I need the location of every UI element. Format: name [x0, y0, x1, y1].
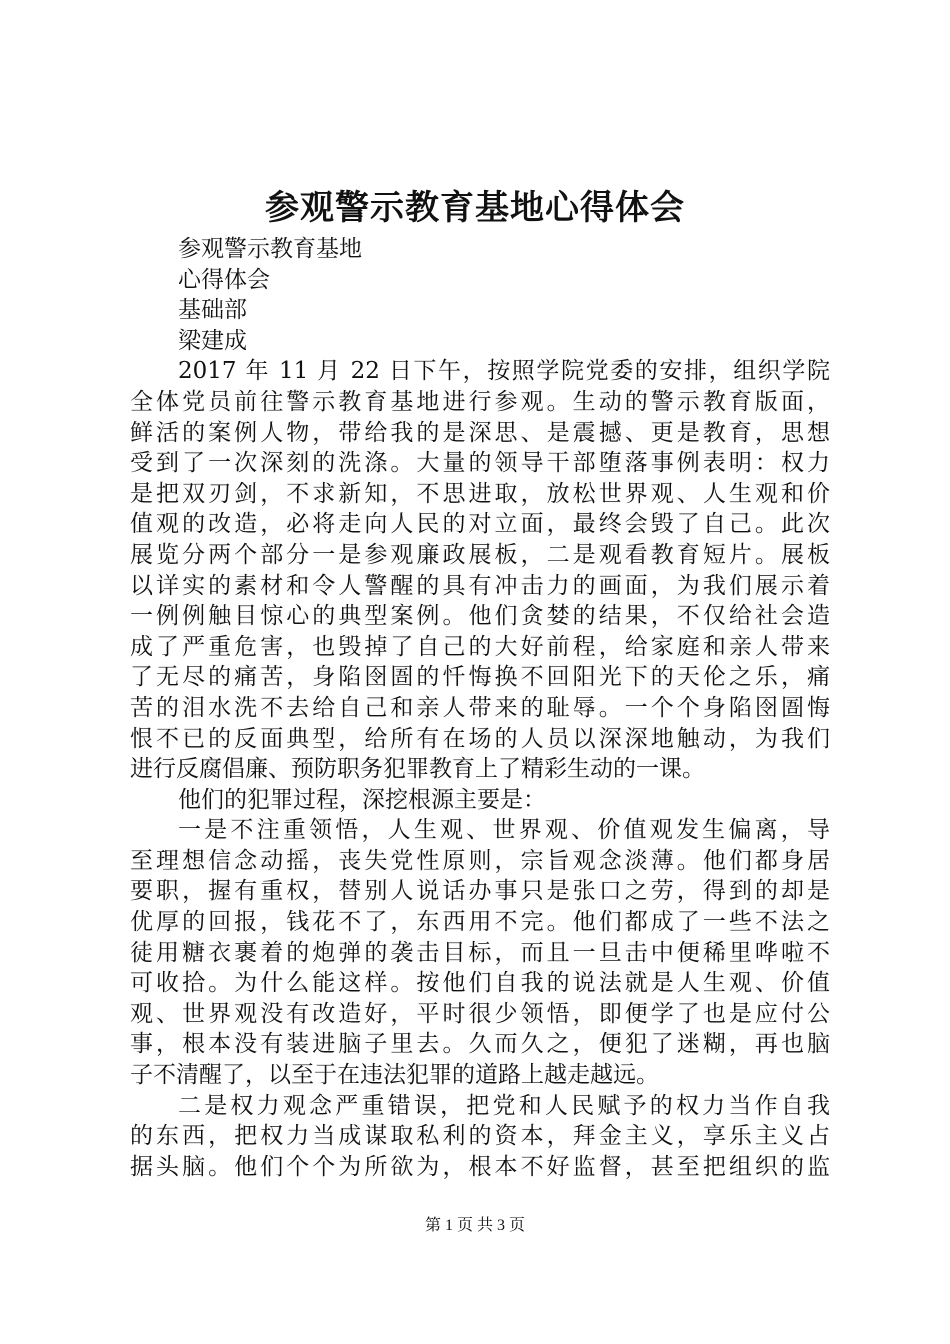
paragraph-2: [130, 785, 830, 816]
text-line: 全体党员前往警示教育基地进行参观。生动的警示教育版面，: [130, 388, 830, 415]
document-body: [130, 234, 830, 1182]
header-line: 参观警示教育基地: [178, 236, 362, 262]
text-line: 进行反腐倡廉、预防职务犯罪教育上了精彩生动的一课。: [130, 756, 705, 783]
text-line: 的东西，把权力当成谋取私利的资本，拜金主义，享乐主义占: [130, 1123, 830, 1150]
text-line: 要职，握有重权，替别人说话办事只是张口之劳，得到的却是: [130, 878, 830, 905]
text-line: 鲜活的案例人物，带给我的是深思、是震撼、更是教育，思想: [130, 419, 830, 446]
text-line: 值观的改造，必将走向人民的对立面，最终会毁了自己。此次: [130, 511, 830, 538]
text-line: 他们的犯罪过程，深挖根源主要是：: [178, 786, 546, 813]
text-line: 徒用糖衣裹着的炮弹的袭击目标，而且一旦击中便稀里哗啦不: [130, 939, 830, 966]
text-line: 受到了一次深刻的洗涤。大量的领导干部堕落事例表明：权力: [130, 450, 830, 477]
text-line: 恨不已的反面典型，给所有在场的人员以深深地触动，为我们: [130, 725, 830, 752]
text-line: 子不清醒了，以至于在违法犯罪的道路上越走越远。: [130, 1062, 659, 1089]
text-line: 一是不注重领悟，人生观、世界观、价值观发生偏离，导: [178, 817, 830, 844]
text-line: 一例例触目惊心的典型案例。他们贪婪的结果，不仅给社会造: [130, 603, 830, 630]
text-line: 了无尽的痛苦，身陷囹圄的忏悔换不回阳光下的天伦之乐，痛: [130, 664, 830, 691]
text-line: 成了严重危害，也毁掉了自己的大好前程，给家庭和亲人带来: [130, 633, 830, 660]
page-number-footer: 第 1 页 共 3 页: [424, 1217, 525, 1234]
text-line: 据头脑。他们个个为所欲为，根本不好监督，甚至把组织的监: [130, 1153, 830, 1180]
paragraph-1: [130, 356, 830, 784]
text-line: 苦的泪水洗不去给自己和亲人带来的耻辱。一个个身陷囹圄悔: [130, 694, 830, 721]
text-line: 观、世界观没有改造好，平时很少领悟，即便学了也是应付公: [130, 1000, 830, 1027]
text-line: 优厚的回报，钱花不了，东西用不完。他们都成了一些不法之: [130, 909, 830, 936]
text-line: 至理想信念动摇，丧失党性原则，宗旨观念淡薄。他们都身居: [130, 847, 830, 874]
document-title: 参观警示教育基地心得体会: [265, 188, 685, 228]
header-line: 基础部: [178, 297, 247, 324]
text-line: 是把双刃剑，不求新知，不思进取，放松世界观、人生观和价: [130, 480, 830, 507]
text-line: 可收拾。为什么能这样。按他们自我的说法就是人生观、价值: [130, 970, 830, 997]
text-line: 二是权力观念严重错误，把党和人民赋予的权力当作自我: [178, 1092, 830, 1119]
text-line: 事，根本没有装进脑子里去。久而久之，便犯了迷糊，再也脑: [130, 1031, 830, 1058]
paragraph-3: [130, 815, 830, 1090]
header-line: 梁建成: [178, 327, 247, 354]
text-line: 展览分两个部分一是参观廉政展板，二是观看教育短片。展板: [130, 541, 830, 568]
text-line: 以详实的素材和令人警醒的具有冲击力的画面，为我们展示着: [130, 572, 830, 599]
paragraph-4: [130, 1091, 830, 1183]
text-line: 2017 年 11 月 22 日下午，按照学院党委的安排，组织学院: [178, 358, 830, 385]
header-line: 心得体会: [178, 266, 270, 293]
